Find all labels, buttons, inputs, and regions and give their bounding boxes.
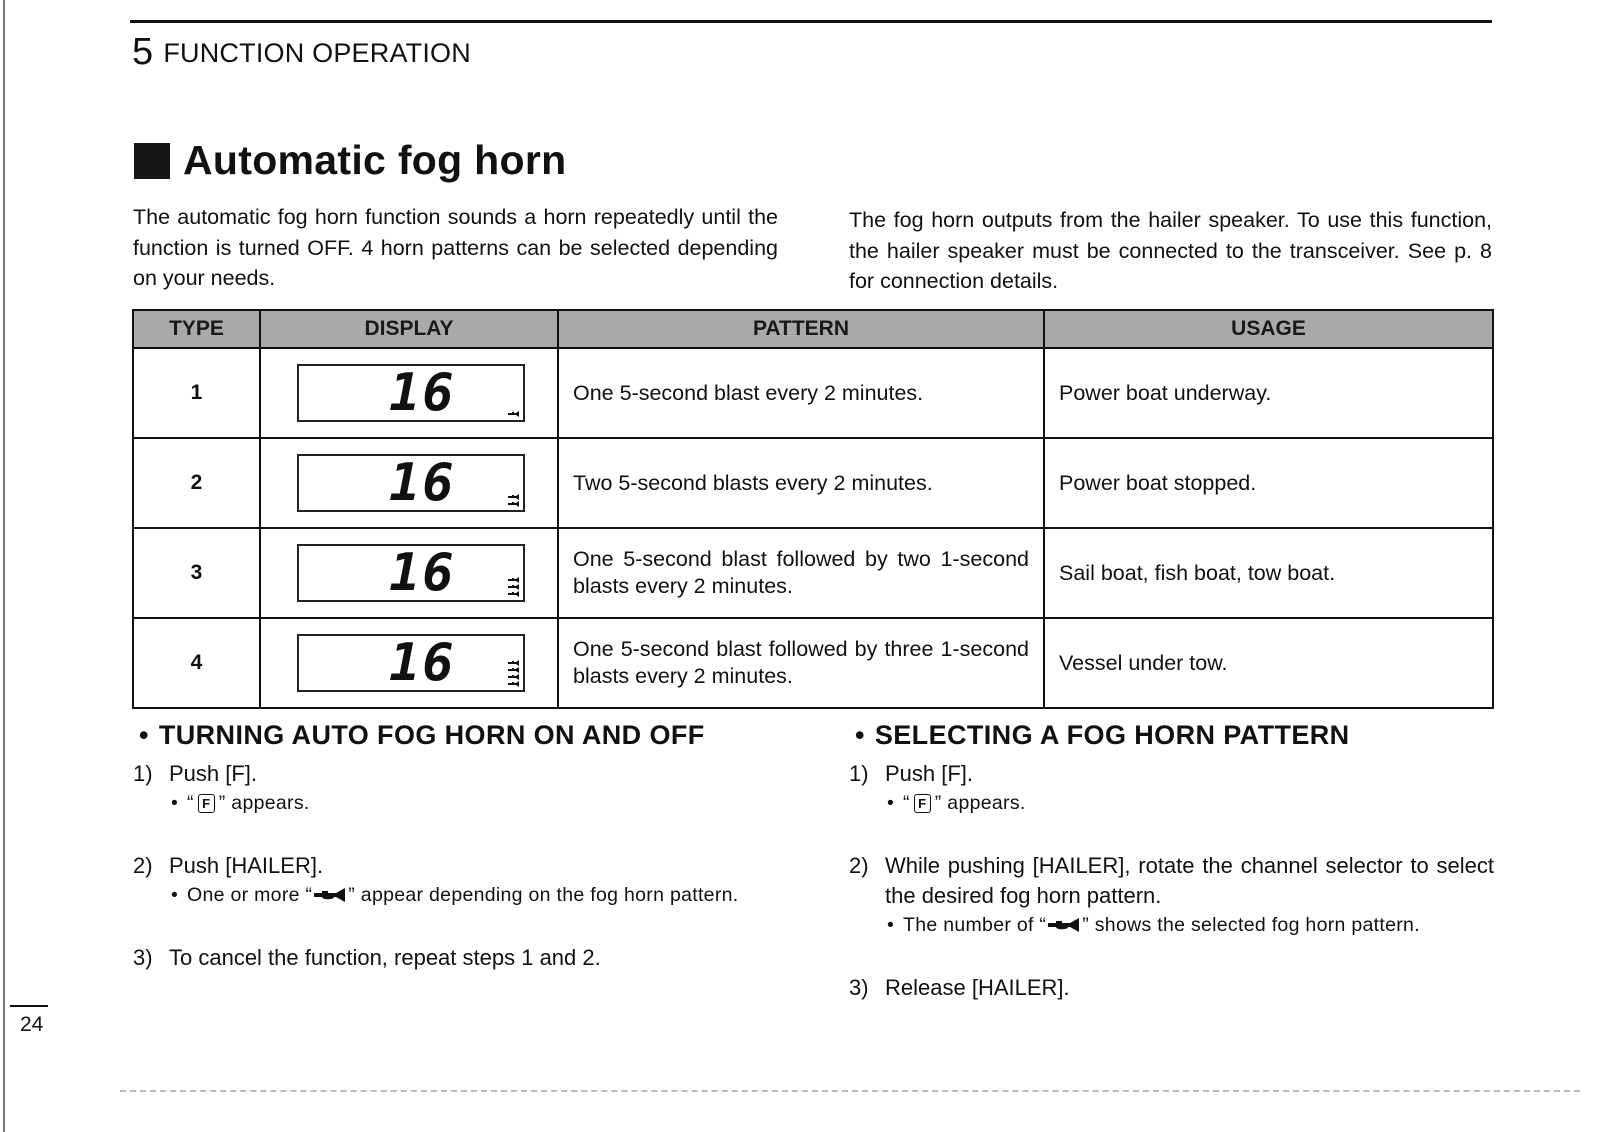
header-type: TYPE: [133, 310, 260, 348]
horn-icon: [507, 501, 520, 507]
lcd-channel-digits: 16: [389, 363, 456, 423]
note-post: ” appear depending on the fog horn pattern.: [348, 884, 739, 906]
turning-step-1: [133, 759, 783, 789]
step-number: 3): [133, 945, 153, 970]
step-text: Push [F].: [885, 761, 974, 786]
note-pre: “: [187, 792, 194, 814]
turning-step-2-note: [171, 881, 783, 910]
step-text: Push [HAILER].: [169, 853, 324, 878]
page-edge-rule: [3, 0, 5, 1132]
f-key-icon: F: [914, 794, 931, 813]
step-number: 1): [133, 761, 153, 786]
note-post: ” appears.: [218, 792, 310, 814]
footer-rule: [120, 1090, 1580, 1092]
selecting-step-1-note: [887, 789, 1494, 818]
usage-cell: Power boat stopped.: [1044, 438, 1493, 528]
horn-icon: [507, 660, 520, 666]
table-row: [133, 528, 1493, 618]
bullet-icon: •: [139, 720, 149, 750]
bullet-icon: •: [171, 792, 179, 814]
bullet-icon: •: [171, 884, 179, 906]
note-pre: The number of “: [903, 914, 1047, 936]
bullet-icon: •: [887, 792, 895, 814]
turning-heading: [139, 720, 783, 751]
table-row: [133, 438, 1493, 528]
horn-icon: [507, 667, 520, 673]
lcd-display: [297, 634, 525, 692]
horn-icon: [1046, 916, 1082, 934]
section-number: 5: [132, 31, 154, 73]
page-number: 24: [20, 1013, 44, 1036]
selecting-step-2: [849, 851, 1494, 911]
selecting-section: [849, 720, 1494, 1003]
page-title-text: Automatic fog horn: [183, 137, 567, 183]
selecting-heading: [855, 720, 1494, 751]
turning-step-3: [133, 943, 783, 973]
display-cell: [260, 438, 558, 528]
horn-icon: [507, 577, 520, 583]
pattern-cell: Two 5-second blasts every 2 minutes.: [558, 438, 1044, 528]
horn-icon: [507, 411, 520, 417]
step-number: 2): [849, 853, 869, 878]
horn-icon: [507, 584, 520, 590]
table-row: [133, 618, 1493, 708]
display-cell: [260, 618, 558, 708]
horn-icon: [507, 494, 520, 500]
intro-right: The fog horn outputs from the hailer speaker. To use this function, the hailer speaker must be connected to the transceiver. See p. 8 for connection details.: [849, 208, 1492, 293]
step-text: While pushing [HAILER], rotate the channel selector to select the desired fog horn pattern.: [885, 853, 1494, 908]
lcd-display: [297, 364, 525, 422]
f-key-icon: F: [198, 794, 215, 813]
selecting-step-3: [849, 973, 1494, 1003]
lcd-channel-digits: 16: [389, 453, 456, 513]
selecting-heading-text: SELECTING A FOG HORN PATTERN: [874, 720, 1350, 750]
title-square-icon: [134, 143, 170, 179]
type-cell: 2: [133, 438, 260, 528]
header-display: DISPLAY: [260, 310, 558, 348]
horn-icon: [507, 681, 520, 687]
step-text: Release [HAILER].: [885, 975, 1070, 1000]
table-header-row: [133, 310, 1493, 348]
note-pre: “: [903, 792, 910, 814]
lcd-channel-digits: 16: [389, 543, 456, 603]
usage-cell: Power boat underway.: [1044, 348, 1493, 438]
bullet-icon: •: [887, 914, 895, 936]
turning-section: [133, 720, 783, 973]
type-cell: 1: [133, 348, 260, 438]
type-cell: 3: [133, 528, 260, 618]
turning-step-1-note: [171, 789, 783, 818]
selecting-step-1: [849, 759, 1494, 789]
horn-indicators: [507, 494, 520, 507]
note-post: ” appears.: [934, 792, 1026, 814]
selecting-step-2-note: [887, 911, 1494, 940]
note-pre: One or more “: [187, 884, 313, 906]
table-row: [133, 348, 1493, 438]
horn-indicators: [507, 577, 520, 597]
bullet-icon: •: [855, 720, 865, 750]
usage-cell: Sail boat, fish boat, tow boat.: [1044, 528, 1493, 618]
horn-indicators: [507, 660, 520, 687]
step-number: 1): [849, 761, 869, 786]
pattern-cell: One 5-second blast every 2 minutes.: [558, 348, 1044, 438]
lcd-display: [297, 544, 525, 602]
page-title: [134, 137, 566, 184]
section-header: [132, 31, 471, 74]
step-number: 3): [849, 975, 869, 1000]
display-cell: [260, 348, 558, 438]
lcd-display: [297, 454, 525, 512]
step-number: 2): [133, 853, 153, 878]
horn-icon: [312, 886, 348, 904]
turning-heading-text: TURNING AUTO FOG HORN ON AND OFF: [158, 720, 705, 750]
header-pattern: PATTERN: [558, 310, 1044, 348]
type-cell: 4: [133, 618, 260, 708]
step-text: Push [F].: [169, 761, 258, 786]
usage-cell: Vessel under tow.: [1044, 618, 1493, 708]
horn-icon: [507, 591, 520, 597]
fog-horn-table: [132, 309, 1494, 709]
intro-left: The automatic fog horn function sounds a horn repeatedly until the function is turned OFF. 4 horn patterns can be selected depending on your needs.: [133, 205, 778, 290]
turning-step-2: [133, 851, 783, 881]
header-usage: USAGE: [1044, 310, 1493, 348]
step-text: To cancel the function, repeat steps 1 and 2.: [169, 945, 601, 970]
display-cell: [260, 528, 558, 618]
horn-indicators: [507, 411, 520, 417]
section-title: FUNCTION OPERATION: [163, 38, 471, 68]
pattern-cell: One 5-second blast followed by two 1-second blasts every 2 minutes.: [558, 528, 1044, 618]
pattern-cell: One 5-second blast followed by three 1-second blasts every 2 minutes.: [558, 618, 1044, 708]
horn-icon: [507, 674, 520, 680]
lcd-channel-digits: 16: [389, 633, 456, 693]
note-post: ” shows the selected fog horn pattern.: [1082, 914, 1420, 936]
header-rule: [130, 20, 1492, 23]
page-number-rule: [10, 1005, 48, 1007]
